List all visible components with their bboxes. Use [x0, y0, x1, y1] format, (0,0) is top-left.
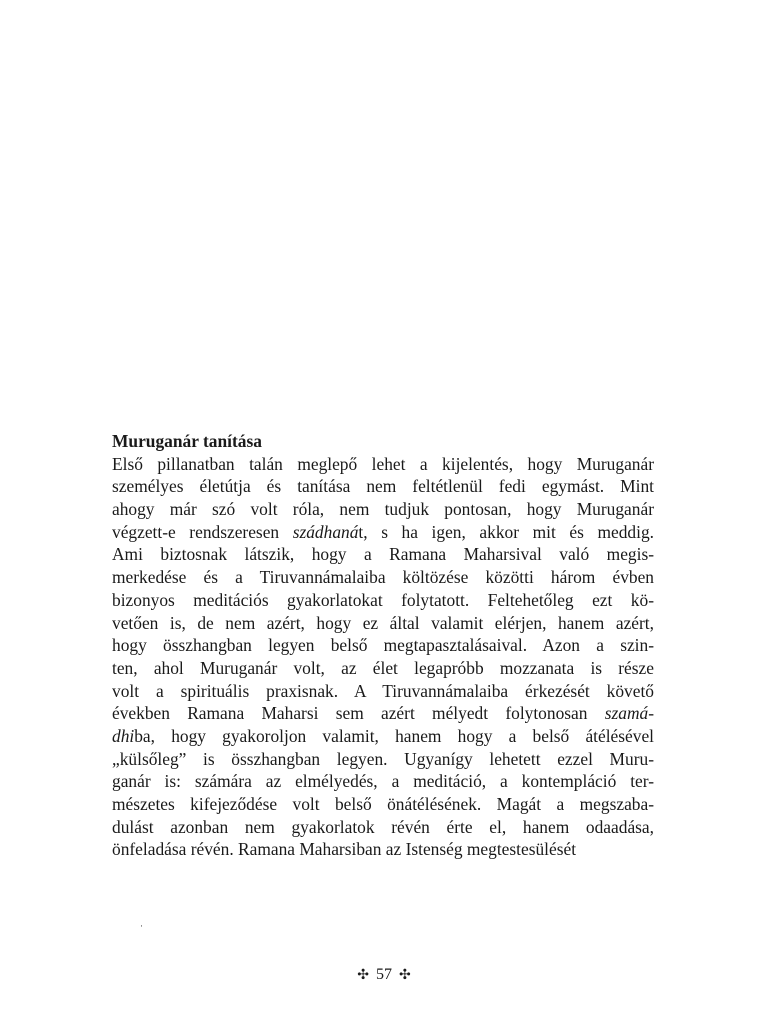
text-line — [112, 589, 654, 612]
text-run: mészetes kifejeződése volt belső önátélésének. Magát a megszaba- — [112, 794, 654, 815]
text-line — [112, 453, 654, 476]
text-line — [112, 770, 654, 793]
section-heading: Muruganár tanítása — [112, 431, 262, 451]
text-run: végzett-e rendszeresen — [112, 521, 293, 542]
text-run: években Ramana Maharsi sem azért mélyedt folytonosan — [112, 703, 605, 724]
italic-term: dhi — [112, 725, 135, 746]
text-run: Ami biztosnak látszik, hogy a Ramana Maharsival való megis- — [112, 544, 654, 565]
paragraph — [112, 453, 654, 861]
text-run: ba, hogy gyakoroljon valamit, hanem hogy a belső átélésével — [134, 725, 654, 746]
text-line — [112, 748, 654, 771]
text-line — [112, 475, 654, 498]
text-run: hogy összhangban legyen belső megtapasztalásaival. Azon a szin- — [112, 635, 654, 656]
text-line — [112, 498, 654, 521]
page-footer — [0, 964, 768, 987]
text-run: dulást azonban nem gyakorlatok révén érte el, hanem odaadása, — [112, 816, 654, 837]
text-line — [112, 793, 654, 816]
text-run: volt a spirituális praxisnak. A Tiruvannámalaiba érkezését követő — [112, 680, 654, 701]
ornament-left-icon: ✣ — [357, 968, 369, 983]
text-run: „külsőleg” is összhangban legyen. Ugyanígy lehetett ezzel Muru- — [112, 748, 654, 769]
text-run: személyes életútja és tanítása nem feltétlenül fedi egymást. Mint — [112, 476, 654, 497]
stray-mark: · — [140, 921, 143, 931]
text-line — [112, 725, 654, 748]
text-run: ahogy már szó volt róla, nem tudjuk pontosan, hogy Muruganár — [112, 499, 654, 520]
text-line — [112, 702, 654, 725]
text-line — [112, 816, 654, 839]
text-run: t, s ha igen, akkor mit és meddig. — [358, 521, 654, 542]
text-line — [112, 543, 654, 566]
text-line — [112, 838, 654, 861]
text-line — [112, 521, 654, 544]
text-run: Első pillanatban talán meglepő lehet a kijelentés, hogy Muruganár — [112, 453, 654, 474]
text-run: ganár is: számára az elmélyedés, a meditáció, a kontempláció ter- — [112, 771, 654, 792]
text-line — [112, 612, 654, 635]
text-line — [112, 634, 654, 657]
text-line — [112, 680, 654, 703]
text-run: bizonyos meditációs gyakorlatokat folytatott. Feltehetőleg ezt kö- — [112, 589, 654, 610]
italic-term: szádhaná — [292, 521, 359, 542]
text-run: önfeladása révén. Ramana Maharsiban az Istenség megtestesülését — [112, 839, 577, 860]
ornament-right-icon: ✣ — [399, 968, 411, 983]
body-text-block — [112, 430, 654, 861]
text-line — [112, 657, 654, 680]
page-number: 57 — [376, 966, 392, 983]
text-run: vetően is, de nem azért, hogy ez által valamit elérjen, hanem azért, — [112, 612, 654, 633]
text-line — [112, 566, 654, 589]
italic-term: szamá- — [604, 703, 654, 724]
text-run: ten, ahol Muruganár volt, az élet legapróbb mozzanata is része — [112, 657, 654, 678]
text-run: merkedése és a Tiruvannámalaiba költözése közötti három évben — [112, 567, 654, 588]
